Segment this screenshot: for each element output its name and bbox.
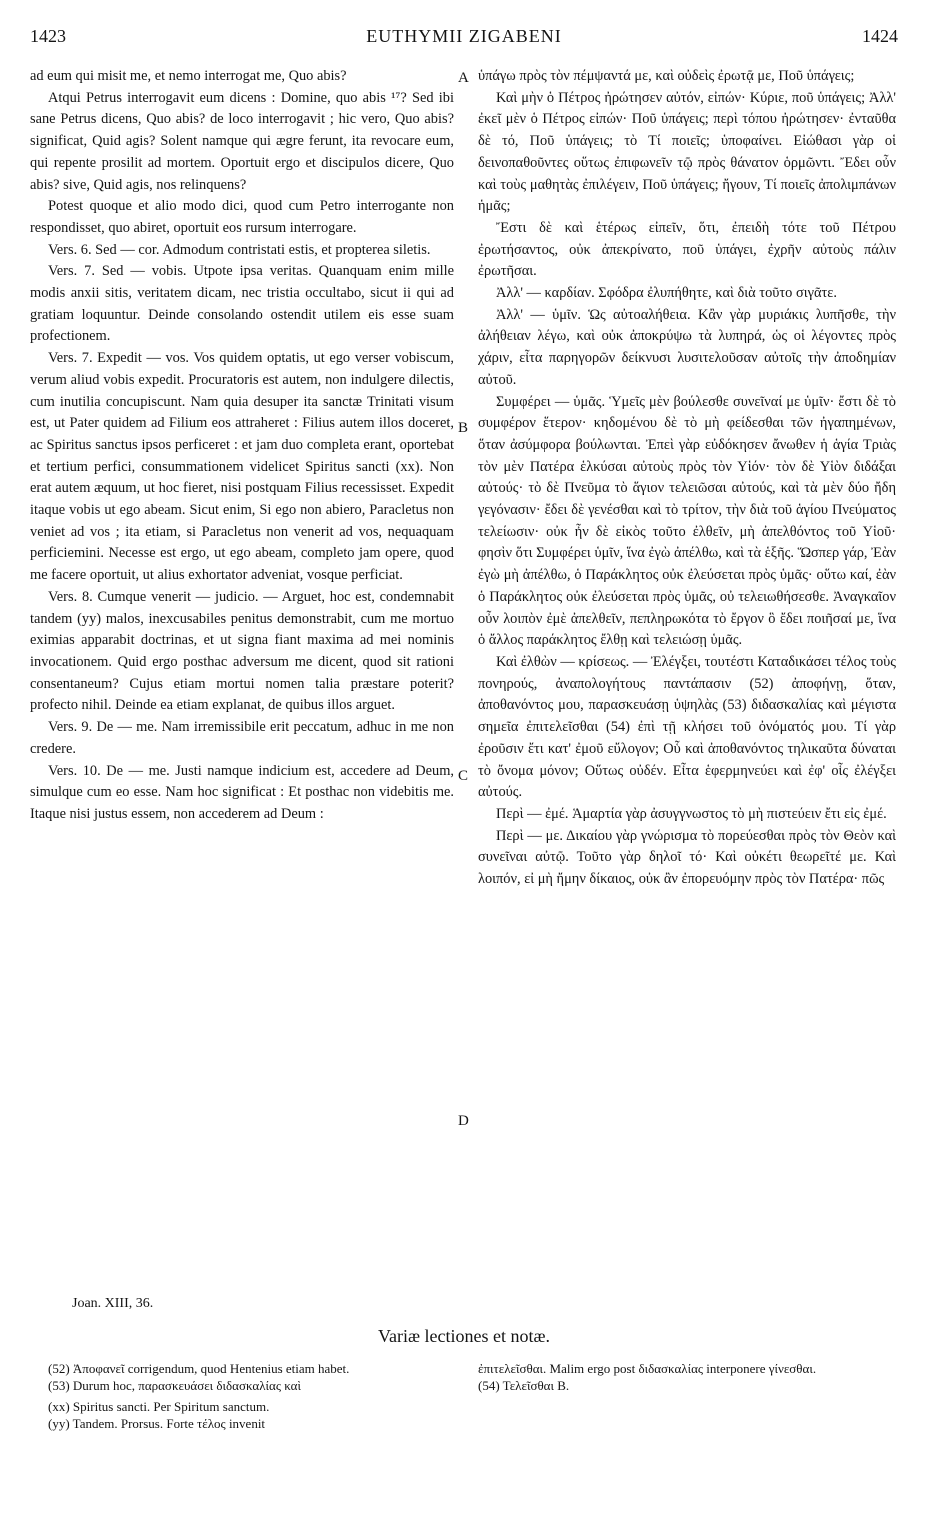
greek-paragraph: Περὶ — με. Δικαίου γὰρ γνώρισμα τὸ πορεύεσθαι πρὸς τὸν Θεὸν καὶ συνεῖναι αὐτῷ. Τοῦτο γὰρ δηλοῖ τό· Καὶ οὐκέτι θεωρεῖτέ με. Καὶ λοιπόν, εἰ μὴ ἤμην δίκαιος, οὐκ ἂν ἐπορευόμην πρὸς τὸν Πατέρα· πῶς [478, 827, 896, 888]
greek-paragraph: Καὶ ἐλθὼν — κρίσεως. — Ἐλέγξει, τουτέστι Καταδικάσει τέλος τοὺς πονηρούς, ἀναπολογήτους παντάπασιν (52) ἀποφήνῃ, ὅταν, ἀποθανόντος μου, παρασκευάσῃ ὑψηλὰς (53) διδασκαλίας καὶ μέγιστα σημεῖα ἐπιτελεῖσθαι (54) ἐπὶ τῇ κλήσει τοῦ ὀνόματός μου. Τί γὰρ ἐροῦσιν ἔτι κατ' ἐμοῦ εὔλογον; Οὗ καὶ ἀποθανόντος τηλικαῦτα δύναται τὸ ὄνομα μόνον; Οὕτως οὐδέν. Εἶτα ἑφερμηνεύει καὶ ἐφ' οἷς ἐλέγξει αὐτούς. [478, 653, 896, 801]
right-page-number: 1424 [862, 26, 898, 46]
margin-marker-d: D [458, 1113, 469, 1129]
greek-column [478, 66, 896, 891]
greek-paragraph: Ἀλλ' — καρδίαν. Σφόδρα ἐλυπήθητε, καὶ διὰ τοῦτο σιγᾶτε. [496, 285, 837, 302]
latin-paragraph: Atqui Petrus interrogavit eum dicens : Domine, quo abis ¹⁷? Sed ibi sane Petrus dicens, Quo abis? de loco interrogavit ; hic vero, Quo abis? significat, Quid agis? Solent namque qui ægre ferunt, ita revocare eum, qui repente prosilit ad mortem. Oportuit ergo et discipulos dicere, Quo abis? sive, Quid agis, nos relinquens? [30, 89, 454, 193]
note-item: (xx) Spiritus sancti. Per Spiritum sanctum. [48, 1399, 270, 1414]
greek-paragraph: Περὶ — ἐμέ. Ἁμαρτία γὰρ ἀσυγγνωστος τὸ μὴ πιστεύειν ἔτι εἰς ἐμέ. [496, 805, 887, 822]
latin-column [30, 66, 454, 826]
left-page-number: 1423 [30, 26, 66, 46]
latin-paragraph: Potest quoque et alio modo dici, quod cum Petro interrogante non respondisset, quo abiret, oportuit eos rursum interrogare. [30, 198, 454, 236]
margin-marker-c: C [458, 768, 469, 784]
greek-paragraph: Καὶ μὴν ὁ Πέτρος ἠρώτησεν αὐτόν, εἰπών· Κύριε, ποῦ ὑπάγεις; Ἀλλ' ἐκεῖ μὲν ὁ Πέτρος εἰπών· Ποῦ ὑπάγεις; περὶ τόπου ἠρώτησεν· ἐνταῦθα δὲ τό, Ποῦ ὑπάγεις; τὸ Τί ποιεῖς; ὑποφαίνει. Εἰώθασι γὰρ οἱ δεινοπαθοῦντες οὕτως ἐπιφωνεῖν τῷ πρὸς θάνατον ὁρμῶντι. Ἔδει οὖν καὶ τοὺς μαθητὰς ἐπιλέγειν, Ποῦ ὑπάγεις; ἤγουν, Τί ποιεῖς ἀπολιμπάνων ἡμᾶς; [478, 89, 896, 215]
margin-marker-a: A [458, 70, 469, 86]
margin-marker-b: B [458, 420, 469, 436]
latin-paragraph: Vers. 7. Expedit — vos. Vos quidem optatis, ut ego verser vobiscum, verum aliud vobis expedit. Procuratoris est autem, non indulgere dilectis, cum inutilia concupiscunt. Nam quia desuper ita sanctæ Trinitati visum est, ut Pater quidem ad Filium eos attraheret : Filius autem illos doceret, ac Spiritus sanctus ipsos perficeret : et jam duo completa erant, oportebat et tertium perfici, consummationem videlicet Spiritus sancti (xx). Non erat autem æquum, ut hoc fieret, nisi postquam Filius recessisset. Expedit itaque vobis ut ego abeam. Sicut enim, Si ego non abiero, Paracletus non veniet ad vos ; ita etiam, si Paracletus non venerit ad vos, nequaquam perficiemini. Necesse est ergo, ut ego abeam, completo jam opere, quod me facere oportuit, ut alius exhortator adveniat, vosque perficiat. [30, 350, 454, 584]
notes-left-column [48, 1360, 460, 1432]
page-header [30, 20, 898, 54]
running-title: EUTHYMII ZIGABENI [366, 26, 562, 46]
latin-paragraph: Vers. 9. De — me. Nam irremissibile erit peccatum, adhuc in me non credere. [30, 719, 454, 757]
note-item: (54) Τελεῖσθαι B. [478, 1378, 570, 1393]
greek-paragraph: Ἔστι δὲ καὶ ἑτέρως εἰπεῖν, ὅτι, ἐπειδὴ τότε τοῦ Πέτρου ἐρωτήσαντος, οὐκ ἀπεκρίνατο, ποῦ ὑπάγει, ἐχρῆν αὐτοὺς πάλιν ἐρωτῆσαι. [478, 219, 896, 280]
latin-paragraph: Vers. 7. Sed — vobis. Utpote ipsa veritas. Quanquam enim mille modis anxii sitis, veritatem dicam, nec tristia occultabo, sicut ii qui ad gratiam loquuntur. Deinde consolando ostendit utilem eis esse suam profectionem. [30, 263, 454, 345]
greek-paragraph: Συμφέρει — ὑμᾶς. Ὑμεῖς μὲν βούλεσθε συνεῖναί με ὑμῖν· ἔστι δὲ τὸ συμφέρον ἕτερον· κηδομένου δὲ τὸ μὴ φείδεσθαι τῶν ἠγαπημένων, ὅταν ἀσύμφορα βούλωνται. Ἐπεὶ γὰρ εὐδόκησεν ἄνωθεν ἡ ἁγία Τριὰς τὸν μὲν Πατέρα ἑλκύσαι αὐτοὺς πρὸς τὸν Υἱόν· τὸν δὲ Υἱὸν διδάξαι αὐτούς· τὸ δὲ Πνεῦμα τὸ ἅγιον τελειῶσαι αὐτούς, καὶ τὰ μὲν δύο ἤδη γεγόνασιν· ἔδει δὲ γενέσθαι καὶ τὸ τρίτον, τὴν διὰ τοῦ ἁγίου Πνεύματος τελείωσιν· οὐκ ἦν δὲ εἰκὸς τοῦτο ἐλθεῖν, μὴ ἀπελθόντος τοῦ Υἱοῦ· φησὶν ὅτι Συμφέρει ὑμῖν, ἵνα ἐγὼ ἀπέλθω, καὶ τὰ ἑξῆς. Ὥσπερ γάρ, Ἐὰν ἐγὼ μὴ ἀπέλθω, ὁ Παράκλητος οὐκ ἐλεύσεται πρὸς ὑμᾶς· οὕτω καί, ἐὰν ὁ Παράκλητος οὐκ ἐλεύσεται πρὸς ὑμᾶς, οὐ τελειωθήσεσθε. Ἀναγκαῖον οὖν λοιπὸν ἐμὲ ἀπελθεῖν, πεπληρωκότα τὸ ἔργον ὃ ἔδει ποιῆσαί με, ἵνα ὁ ἄλλος παράκλητος ἔλθῃ καὶ τελειώσῃ ὑμᾶς. [478, 393, 896, 649]
scripture-footnote: Joan. XIII, 36. [72, 1296, 154, 1311]
greek-paragraph: ὑπάγω πρὸς τὸν πέμψαντά με, καὶ οὐδεὶς ἐρωτᾷ με, Ποῦ ὑπάγεις; [478, 68, 855, 84]
notes-right-column [478, 1360, 896, 1394]
variae-lectiones-heading: Variæ lectiones et notæ. [378, 1326, 550, 1346]
note-item: (52) Ἀποφανεῖ corrigendum, quod Hentenius etiam habet. [48, 1361, 350, 1376]
note-item: (yy) Tandem. Prorsus. Forte τέλος invenit [48, 1416, 266, 1431]
latin-paragraph: Vers. 10. De — me. Justi namque indicium est, accedere ad Deum, simulque cum eo esse. Nam hoc significat : Et posthac non videbitis me. Itaque nisi justus essem, non accederem ad Deum : [30, 762, 454, 822]
latin-paragraph: ad eum qui misit me, et nemo interrogat me, Quo abis? [30, 68, 347, 84]
note-item: ἐπιτελεῖσθαι. Malim ergo post διδασκαλίας interponere γίνεσθαι. [478, 1361, 817, 1376]
latin-paragraph: Vers. 6. Sed — cor. Admodum contristati estis, et propterea siletis. [48, 241, 431, 258]
note-item: (53) Durum hoc, παρασκευάσει διδασκαλίας καὶ [48, 1378, 301, 1393]
latin-paragraph: Vers. 8. Cumque venerit — judicio. — Arguet, hoc est, condemnabit tandem (yy) malos, inexcusabiles penitus demonstrabit, cum me mortuo eximias apparabit doctrinas, et ut signa fiant maxima ad mei nominis invocationem. Quid ergo posthac adversum me dicent, quod sit rationi consentaneum? Cujus etiam mortui nomen talia præstare poterit? profecto nihil. Deinde ea etiam explanat, de quibus illos arguet. [30, 588, 454, 714]
greek-paragraph: Ἀλλ' — ὑμῖν. Ὡς αὐτοαλήθεια. Κἂν γὰρ μυριάκις λυπῆσθε, τὴν ἀλήθειαν λέγω, καὶ οὐκ ἀποκρύψω τὰ λυπηρά, ὡς οἱ λέγοντες πρὸς χάριν, εἶτα παρηγορῶν δείκνυσι λυσιτελοῦσαν αὐτοῖς τὴν ἀποδημίαν αὐτοῦ. [478, 306, 896, 388]
